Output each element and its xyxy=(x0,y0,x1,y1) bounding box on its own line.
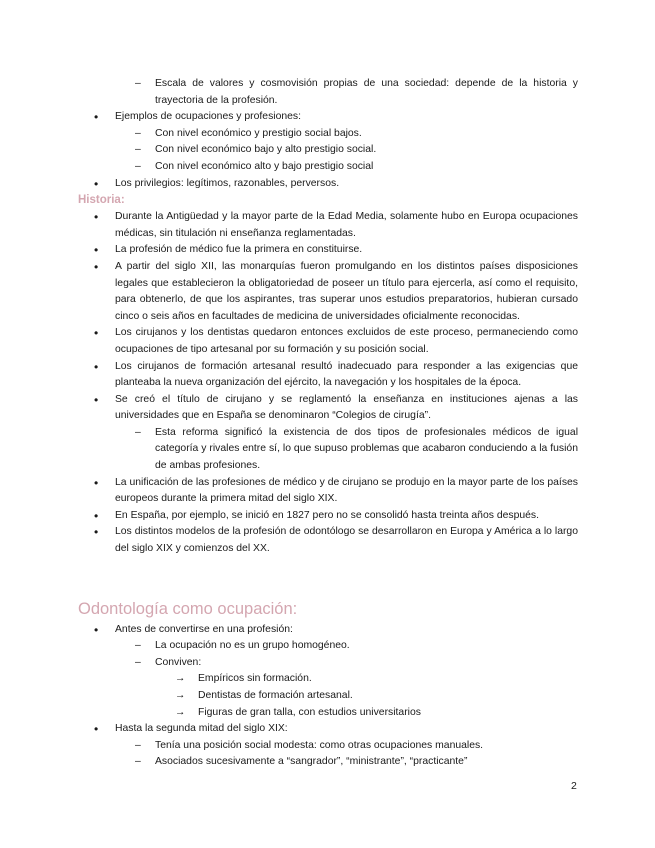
section-heading-odontologia: Odontología como ocupación: xyxy=(78,599,298,618)
item-text: Tenía una posición social modesta: como otras ocupaciones manuales. xyxy=(155,739,484,751)
dash-marker: – xyxy=(135,756,141,768)
list-item-bullet xyxy=(78,508,578,525)
item-text: Esta reforma significó la existencia de dos tipos de profesionales médicos de igual categoría y rivales entre sí, lo que supuso problemas que acabaron conduciendo a la fusión de ambas profesiones. xyxy=(155,426,578,472)
item-text: Escala de valores y cosmovisión propias de una sociedad: depende de la historia y trayectoria de la profesión. xyxy=(155,78,578,106)
list-item-bullet xyxy=(78,475,578,508)
list-item-bullet xyxy=(78,242,578,259)
list-item-arrow xyxy=(78,671,578,688)
list-item-bullet xyxy=(78,359,578,392)
list-item-bullet xyxy=(78,721,578,738)
item-text: Con nivel económico y prestigio social bajos. xyxy=(155,127,362,139)
bullet-marker: • xyxy=(94,243,99,258)
bullet-marker: • xyxy=(94,475,99,490)
list-item-dash xyxy=(78,655,578,672)
page-content xyxy=(78,76,578,771)
bullet-marker: • xyxy=(94,392,99,407)
list-item-bullet xyxy=(78,259,578,325)
dash-marker: – xyxy=(135,426,141,438)
item-text: En España, por ejemplo, se inició en 1827 pero no se consolidó hasta treinta años después. xyxy=(115,509,539,521)
bullet-marker: • xyxy=(94,259,99,274)
bullet-marker: • xyxy=(94,326,99,341)
item-text: Los cirujanos y los dentistas quedaron entonces excluidos de este proceso, permaneciendo como ocupaciones de tipo artesanal por su formación y su posición social. xyxy=(115,327,578,355)
arrow-right-icon: → xyxy=(175,690,186,701)
item-text: Empíricos sin formación. xyxy=(198,673,312,685)
list-item-dash xyxy=(78,76,578,109)
list-item-dash xyxy=(78,159,578,176)
list-item-dash xyxy=(78,754,578,771)
list-item-bullet xyxy=(78,392,578,425)
item-text: La unificación de las profesiones de médico y de cirujano se produjo en la mayor parte de los países europeos durante la primera mitad del siglo XIX. xyxy=(115,476,578,505)
item-text: Los privilegios: legítimos, razonables, perversos. xyxy=(115,177,340,189)
list-item-bullet xyxy=(78,176,578,193)
item-text: A partir del siglo XII, las monarquías fueron promulgando en los distintos países disposiciones legales que establecieron la obligatoriedad de poseer un título para ejercerla, así como el requisito, para obtenerlo, de que los aspirantes, tras superar unos estudios preparatorios, hubieran cursado cinco o seis años en facultades de medicina de universidades oficialmente reconocidas. xyxy=(115,260,578,322)
dash-marker: – xyxy=(135,640,141,652)
list-item-dash xyxy=(78,638,578,655)
bullet-marker: • xyxy=(94,176,99,191)
list-item-arrow xyxy=(78,688,578,705)
list-item-bullet xyxy=(78,209,578,242)
item-text: Conviven: xyxy=(155,656,202,668)
dash-marker: – xyxy=(135,739,141,751)
dash-marker: – xyxy=(135,656,141,668)
item-text: Con nivel económico alto y bajo prestigio social xyxy=(155,160,374,172)
list-item-bullet xyxy=(78,325,578,358)
list-item-dash xyxy=(78,126,578,143)
item-text: Dentistas de formación artesanal. xyxy=(198,690,353,701)
item-text: Los distintos modelos de la profesión de odontólogo se desarrollaron en Europa y América a lo largo del siglo XIX y comienzos del XX. xyxy=(115,526,578,555)
item-text: Ejemplos de ocupaciones y profesiones: xyxy=(115,111,301,123)
dash-marker: – xyxy=(135,144,141,156)
list-item-dash xyxy=(78,142,578,159)
item-text: Asociados sucesivamente a “sangrador”, “ministrante”, “practicante” xyxy=(155,756,468,768)
item-text: La ocupación no es un grupo homogéneo. xyxy=(155,640,350,652)
list-item-dash xyxy=(78,425,578,475)
dash-marker: – xyxy=(135,127,141,139)
item-text: Antes de convertirse en una profesión: xyxy=(115,623,293,635)
arrow-right-icon: → xyxy=(175,706,186,718)
list-item-dash xyxy=(78,738,578,755)
bullet-marker: • xyxy=(94,525,99,540)
item-text: Con nivel económico bajo y alto prestigio social. xyxy=(155,144,377,156)
item-text: Hasta la segunda mitad del siglo XIX: xyxy=(115,723,288,735)
page-number: 2 xyxy=(571,780,577,792)
item-text: La profesión de médico fue la primera en constituirse. xyxy=(115,244,363,256)
arrow-right-icon: → xyxy=(175,673,186,685)
bullet-marker: • xyxy=(94,359,99,374)
item-text: Se creó el título de cirujano y se reglamentó la enseñanza en instituciones ajenas a las universidades que en España se denominaron “Colegios de cirugía”. xyxy=(115,393,578,422)
bullet-marker: • xyxy=(94,508,99,523)
bullet-marker: • xyxy=(94,210,99,225)
list-item-arrow xyxy=(78,705,578,722)
item-text: Los cirujanos de formación artesanal resultó inadecuado para responder a las exigencias que planteaba la nueva organización del ejército, la navegación y los hospitales de la época. xyxy=(115,360,578,389)
list-item-bullet xyxy=(78,109,578,126)
item-text: Durante la Antigüedad y la mayor parte de la Edad Media, solamente hubo en Europa ocupaciones médicas, sin titulación ni enseñanza reglamentadas. xyxy=(115,211,578,239)
section-heading-historia: Historia: xyxy=(78,194,125,207)
list-item-bullet xyxy=(78,622,578,639)
dash-marker: – xyxy=(135,160,141,172)
bullet-marker: • xyxy=(94,622,99,637)
item-text: Figuras de gran talla, con estudios universitarios xyxy=(198,706,421,718)
bullet-marker: • xyxy=(94,722,99,737)
bullet-marker: • xyxy=(94,110,99,125)
dash-marker: – xyxy=(135,78,141,89)
list-item-bullet xyxy=(78,524,578,557)
